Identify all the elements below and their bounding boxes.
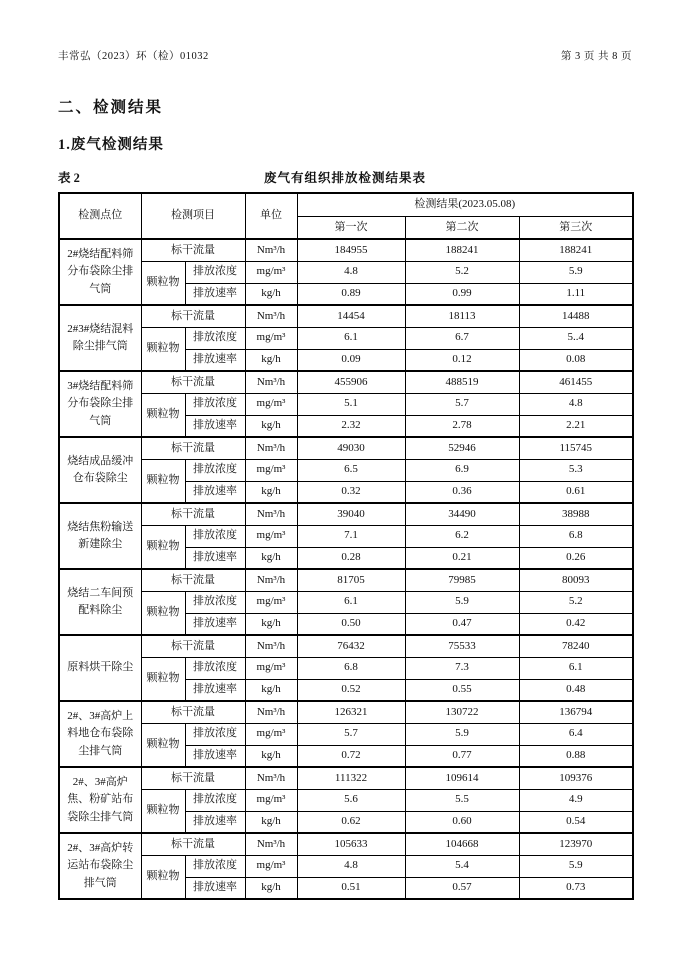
particulate-label-cell: 颗粒物: [141, 327, 185, 371]
rate-unit-cell: kg/h: [245, 745, 297, 767]
monitoring-point-cell: 2#、3#高炉转运站布袋除尘排气筒: [59, 833, 141, 899]
rate-value-run2: 0.57: [405, 877, 519, 899]
table-row-flow: [59, 701, 633, 723]
rate-value-run2: 0.55: [405, 679, 519, 701]
table-header: [59, 193, 633, 239]
concentration-value-run2: 6.2: [405, 525, 519, 547]
concentration-label-cell: 排放浓度: [185, 459, 245, 481]
concentration-value-run2: 5.2: [405, 261, 519, 283]
flow-unit-cell: Nm³/h: [245, 503, 297, 525]
header-run-2: 第二次: [405, 216, 519, 239]
rate-value-run2: 0.21: [405, 547, 519, 569]
flow-unit-cell: Nm³/h: [245, 305, 297, 327]
concentration-value-run3: 5.3: [519, 459, 633, 481]
flow-value-run3: 14488: [519, 305, 633, 327]
rate-value-run1: 0.51: [297, 877, 405, 899]
flow-value-run3: 461455: [519, 371, 633, 393]
concentration-value-run3: 6.4: [519, 723, 633, 745]
particulate-label-cell: 颗粒物: [141, 855, 185, 899]
rate-value-run3: 2.21: [519, 415, 633, 437]
rate-unit-cell: kg/h: [245, 415, 297, 437]
table-row-concentration: [59, 657, 633, 679]
concentration-value-run1: 6.5: [297, 459, 405, 481]
table-row-flow: [59, 239, 633, 261]
flow-value-run1: 184955: [297, 239, 405, 261]
rate-value-run1: 0.62: [297, 811, 405, 833]
concentration-value-run1: 6.1: [297, 591, 405, 613]
flow-label-cell: 标干流量: [141, 239, 245, 261]
concentration-value-run3: 6.1: [519, 657, 633, 679]
table-row-concentration: [59, 723, 633, 745]
flow-unit-cell: Nm³/h: [245, 437, 297, 459]
particulate-label-cell: 颗粒物: [141, 525, 185, 569]
flow-label-cell: 标干流量: [141, 503, 245, 525]
rate-label-cell: 排放速率: [185, 283, 245, 305]
doc-number: 丰常弘（2023）环（检）01032: [58, 51, 209, 62]
rate-unit-cell: kg/h: [245, 613, 297, 635]
flow-value-run3: 188241: [519, 239, 633, 261]
concentration-value-run3: 6.8: [519, 525, 633, 547]
page-header: [58, 48, 632, 63]
flow-value-run2: 109614: [405, 767, 519, 789]
flow-unit-cell: Nm³/h: [245, 371, 297, 393]
concentration-value-run3: 5.9: [519, 855, 633, 877]
concentration-value-run3: 5.2: [519, 591, 633, 613]
flow-value-run2: 34490: [405, 503, 519, 525]
flow-value-run2: 188241: [405, 239, 519, 261]
concentration-value-run2: 5.5: [405, 789, 519, 811]
concentration-label-cell: 排放浓度: [185, 723, 245, 745]
rate-unit-cell: kg/h: [245, 349, 297, 371]
particulate-label-cell: 颗粒物: [141, 459, 185, 503]
concentration-label-cell: 排放浓度: [185, 591, 245, 613]
flow-label-cell: 标干流量: [141, 437, 245, 459]
concentration-value-run1: 4.8: [297, 261, 405, 283]
table-row-flow: [59, 437, 633, 459]
flow-value-run1: 76432: [297, 635, 405, 657]
concentration-value-run2: 7.3: [405, 657, 519, 679]
flow-unit-cell: Nm³/h: [245, 701, 297, 723]
rate-label-cell: 排放速率: [185, 679, 245, 701]
monitoring-point-cell: 2#、3#高炉上料地仓布袋除尘排气筒: [59, 701, 141, 767]
flow-value-run3: 136794: [519, 701, 633, 723]
concentration-value-run3: 4.9: [519, 789, 633, 811]
concentration-unit-cell: mg/m³: [245, 459, 297, 481]
table-row-concentration: [59, 459, 633, 481]
flow-value-run2: 488519: [405, 371, 519, 393]
section-title: 二、检测结果: [58, 99, 164, 116]
concentration-label-cell: 排放浓度: [185, 789, 245, 811]
flow-unit-cell: Nm³/h: [245, 635, 297, 657]
particulate-label-cell: 颗粒物: [141, 789, 185, 833]
table-row-flow: [59, 305, 633, 327]
monitoring-point-cell: 2#烧结配料筛分布袋除尘排气筒: [59, 239, 141, 305]
concentration-unit-cell: mg/m³: [245, 261, 297, 283]
rate-value-run1: 0.28: [297, 547, 405, 569]
particulate-label-cell: 颗粒物: [141, 591, 185, 635]
results-table: [58, 192, 634, 900]
concentration-value-run1: 5.7: [297, 723, 405, 745]
rate-value-run1: 0.89: [297, 283, 405, 305]
rate-value-run3: 0.54: [519, 811, 633, 833]
concentration-unit-cell: mg/m³: [245, 657, 297, 679]
header-result-group: 检测结果(2023.05.08): [297, 193, 633, 216]
table-row-flow: [59, 569, 633, 591]
concentration-label-cell: 排放浓度: [185, 525, 245, 547]
rate-value-run3: 0.42: [519, 613, 633, 635]
concentration-value-run1: 5.1: [297, 393, 405, 415]
rate-value-run2: 2.78: [405, 415, 519, 437]
concentration-value-run1: 6.1: [297, 327, 405, 349]
flow-value-run2: 52946: [405, 437, 519, 459]
rate-unit-cell: kg/h: [245, 877, 297, 899]
table-row-concentration: [59, 591, 633, 613]
concentration-value-run1: 6.8: [297, 657, 405, 679]
flow-value-run3: 78240: [519, 635, 633, 657]
flow-value-run1: 126321: [297, 701, 405, 723]
flow-value-run2: 75533: [405, 635, 519, 657]
concentration-value-run1: 7.1: [297, 525, 405, 547]
concentration-value-run2: 5.4: [405, 855, 519, 877]
rate-value-run1: 0.32: [297, 481, 405, 503]
table-row-flow: [59, 371, 633, 393]
flow-value-run1: 111322: [297, 767, 405, 789]
concentration-unit-cell: mg/m³: [245, 591, 297, 613]
rate-label-cell: 排放速率: [185, 877, 245, 899]
flow-value-run2: 130722: [405, 701, 519, 723]
table-row-concentration: [59, 789, 633, 811]
flow-unit-cell: Nm³/h: [245, 239, 297, 261]
flow-unit-cell: Nm³/h: [245, 767, 297, 789]
rate-value-run3: 0.73: [519, 877, 633, 899]
flow-unit-cell: Nm³/h: [245, 569, 297, 591]
flow-label-cell: 标干流量: [141, 371, 245, 393]
rate-value-run2: 0.12: [405, 349, 519, 371]
table-row-flow: [59, 635, 633, 657]
rate-value-run3: 0.48: [519, 679, 633, 701]
flow-label-cell: 标干流量: [141, 635, 245, 657]
concentration-unit-cell: mg/m³: [245, 393, 297, 415]
table-row-concentration: [59, 855, 633, 877]
rate-value-run2: 0.77: [405, 745, 519, 767]
flow-value-run1: 105633: [297, 833, 405, 855]
flow-label-cell: 标干流量: [141, 701, 245, 723]
rate-value-run3: 0.26: [519, 547, 633, 569]
concentration-label-cell: 排放浓度: [185, 657, 245, 679]
concentration-label-cell: 排放浓度: [185, 261, 245, 283]
flow-label-cell: 标干流量: [141, 305, 245, 327]
rate-label-cell: 排放速率: [185, 481, 245, 503]
table-row-flow: [59, 833, 633, 855]
table-row-concentration: [59, 393, 633, 415]
flow-label-cell: 标干流量: [141, 833, 245, 855]
concentration-value-run3: 4.8: [519, 393, 633, 415]
rate-value-run1: 2.32: [297, 415, 405, 437]
rate-value-run2: 0.47: [405, 613, 519, 635]
flow-value-run1: 39040: [297, 503, 405, 525]
rate-label-cell: 排放速率: [185, 415, 245, 437]
flow-value-run1: 455906: [297, 371, 405, 393]
table-row-flow: [59, 767, 633, 789]
table-row-concentration: [59, 525, 633, 547]
monitoring-point-cell: 2#、3#高炉焦、粉矿站布袋除尘排气筒: [59, 767, 141, 833]
rate-value-run3: 0.61: [519, 481, 633, 503]
flow-value-run1: 14454: [297, 305, 405, 327]
rate-value-run1: 0.50: [297, 613, 405, 635]
concentration-unit-cell: mg/m³: [245, 525, 297, 547]
particulate-label-cell: 颗粒物: [141, 657, 185, 701]
rate-value-run1: 0.52: [297, 679, 405, 701]
concentration-value-run2: 5.9: [405, 591, 519, 613]
rate-unit-cell: kg/h: [245, 811, 297, 833]
rate-value-run3: 0.08: [519, 349, 633, 371]
monitoring-point-cell: 2#3#烧结混料除尘排气筒: [59, 305, 141, 371]
table-label: 表 2: [58, 171, 80, 185]
rate-label-cell: 排放速率: [185, 745, 245, 767]
rate-unit-cell: kg/h: [245, 679, 297, 701]
flow-value-run1: 49030: [297, 437, 405, 459]
rate-value-run2: 0.36: [405, 481, 519, 503]
rate-value-run1: 0.09: [297, 349, 405, 371]
rate-label-cell: 排放速率: [185, 349, 245, 371]
concentration-label-cell: 排放浓度: [185, 327, 245, 349]
flow-value-run2: 18113: [405, 305, 519, 327]
header-run-1: 第一次: [297, 216, 405, 239]
flow-label-cell: 标干流量: [141, 767, 245, 789]
concentration-value-run2: 6.9: [405, 459, 519, 481]
concentration-value-run3: 5..4: [519, 327, 633, 349]
header-item: 检测项目: [141, 193, 245, 239]
particulate-label-cell: 颗粒物: [141, 261, 185, 305]
subsection-title: 1.废气检测结果: [58, 137, 164, 153]
rate-value-run2: 0.60: [405, 811, 519, 833]
concentration-unit-cell: mg/m³: [245, 855, 297, 877]
rate-label-cell: 排放速率: [185, 547, 245, 569]
monitoring-point-cell: 烧结成品缓冲仓布袋除尘: [59, 437, 141, 503]
table-row-concentration: [59, 261, 633, 283]
rate-value-run3: 1.11: [519, 283, 633, 305]
flow-unit-cell: Nm³/h: [245, 833, 297, 855]
monitoring-point-cell: 原料烘干除尘: [59, 635, 141, 701]
particulate-label-cell: 颗粒物: [141, 723, 185, 767]
concentration-value-run2: 5.9: [405, 723, 519, 745]
table-body: [59, 239, 633, 899]
flow-value-run3: 123970: [519, 833, 633, 855]
concentration-label-cell: 排放浓度: [185, 855, 245, 877]
particulate-label-cell: 颗粒物: [141, 393, 185, 437]
concentration-value-run1: 5.6: [297, 789, 405, 811]
flow-value-run1: 81705: [297, 569, 405, 591]
monitoring-point-cell: 3#烧结配料筛分布袋除尘排气筒: [59, 371, 141, 437]
table-caption: [58, 168, 632, 188]
rate-unit-cell: kg/h: [245, 547, 297, 569]
flow-value-run3: 38988: [519, 503, 633, 525]
monitoring-point-cell: 烧结焦粉输送新建除尘: [59, 503, 141, 569]
rate-value-run3: 0.88: [519, 745, 633, 767]
monitoring-point-cell: 烧结二车间预配料除尘: [59, 569, 141, 635]
concentration-unit-cell: mg/m³: [245, 723, 297, 745]
rate-value-run2: 0.99: [405, 283, 519, 305]
concentration-value-run3: 5.9: [519, 261, 633, 283]
concentration-unit-cell: mg/m³: [245, 327, 297, 349]
rate-unit-cell: kg/h: [245, 481, 297, 503]
concentration-value-run2: 6.7: [405, 327, 519, 349]
header-unit: 单位: [245, 193, 297, 239]
header-row-1: [59, 193, 633, 216]
header-run-3: 第三次: [519, 216, 633, 239]
rate-value-run1: 0.72: [297, 745, 405, 767]
table-row-concentration: [59, 327, 633, 349]
concentration-value-run2: 5.7: [405, 393, 519, 415]
table-title: 废气有组织排放检测结果表: [263, 171, 426, 185]
rate-unit-cell: kg/h: [245, 283, 297, 305]
flow-value-run3: 80093: [519, 569, 633, 591]
concentration-unit-cell: mg/m³: [245, 789, 297, 811]
flow-label-cell: 标干流量: [141, 569, 245, 591]
header-point: 检测点位: [59, 193, 141, 239]
concentration-value-run1: 4.8: [297, 855, 405, 877]
concentration-label-cell: 排放浓度: [185, 393, 245, 415]
flow-value-run2: 79985: [405, 569, 519, 591]
rate-label-cell: 排放速率: [185, 613, 245, 635]
flow-value-run2: 104668: [405, 833, 519, 855]
rate-label-cell: 排放速率: [185, 811, 245, 833]
flow-value-run3: 115745: [519, 437, 633, 459]
flow-value-run3: 109376: [519, 767, 633, 789]
page-number-info: 第 3 页 共 8 页: [560, 51, 632, 62]
table-row-flow: [59, 503, 633, 525]
